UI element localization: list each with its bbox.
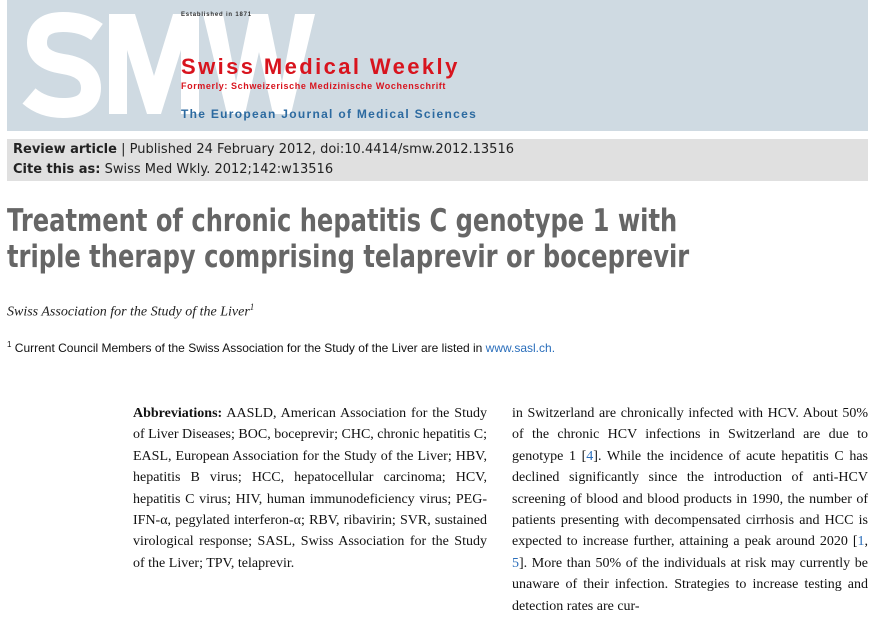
- article-type: Review article: [13, 142, 117, 157]
- abbreviations-label: Abbreviations:: [133, 406, 223, 421]
- article-title: [7, 203, 689, 275]
- footnote-text: Current Council Members of the Swiss Association for the Study of the Liver are listed in: [11, 341, 486, 355]
- journal-subtitle: The European Journal of Medical Sciences: [181, 107, 478, 121]
- published-info: | Published 24 February 2012, doi:10.4414/smw.2012.13516: [116, 142, 514, 157]
- established-text: Established in 1871: [181, 12, 252, 18]
- title-line-1: Treatment of chronic hepatitis C genotype 1 with: [7, 203, 678, 239]
- abbreviations-text: AASLD, American Association for the Study of Liver Diseases; BOC, boceprevir; CHC, chronic hepatitis C; EASL, European Association for the Study of the Liver; HBV, hepatitis B virus; HCC, hepatocellular carcinoma; HCV, hepatitis C virus; HIV, human immunodeficiency virus; PEG-IFN-α, pegylated interferon-α; RBV, ribavirin; SVR, sustained virological response; SASL, Swiss Association for the Study of the Liver; TPV, telaprevir.: [133, 406, 487, 571]
- body-text: ,: [864, 534, 868, 550]
- body-text: ]. While the incidence of acute hepatitis C has declined significantly since the introduction of anti-HCV screening of blood and blood products in 1990, the number of patients presenting with decompensated cirrhosis and HCC is expected to increase further, attaining a peak around 2020 [: [512, 448, 869, 550]
- title-line-2: triple therapy comprising telaprevir or boceprevir: [7, 239, 690, 275]
- smw-logo-s: [29, 22, 97, 108]
- reference-link[interactable]: 5: [512, 555, 519, 571]
- body-text: in Switzerland are chronically infected with HCV. About 50% of the chronic HCV infections in Switzerland are due to genotype 1 [: [512, 406, 868, 464]
- journal-banner: [7, 0, 868, 131]
- author-name: Swiss Association for the Study of the Liver: [7, 304, 250, 320]
- former-title: Formerly: Schweizerische Medizinische Wochenschrift: [181, 81, 446, 91]
- sasl-link[interactable]: www.sasl.ch.: [485, 341, 556, 355]
- reference-link[interactable]: 4: [586, 448, 594, 464]
- author: [7, 302, 254, 321]
- body-text: ]. More than 50% of the individuals at risk may currently be unaware of their infection. Strategies to increase testing and detection rates are cur-: [512, 555, 868, 614]
- article-meta: [7, 139, 868, 181]
- body-column: [512, 403, 868, 617]
- author-footnote-mark: 1: [249, 302, 255, 312]
- journal-title: Swiss Medical Weekly: [181, 54, 460, 79]
- cite-label: Cite this as:: [13, 162, 101, 177]
- abbreviations-column: [133, 403, 487, 574]
- citation: Swiss Med Wkly. 2012;142:w13516: [100, 162, 334, 177]
- reference-link[interactable]: 1: [857, 534, 865, 550]
- footnote: [7, 340, 555, 355]
- footnote-mark: 1: [7, 340, 12, 349]
